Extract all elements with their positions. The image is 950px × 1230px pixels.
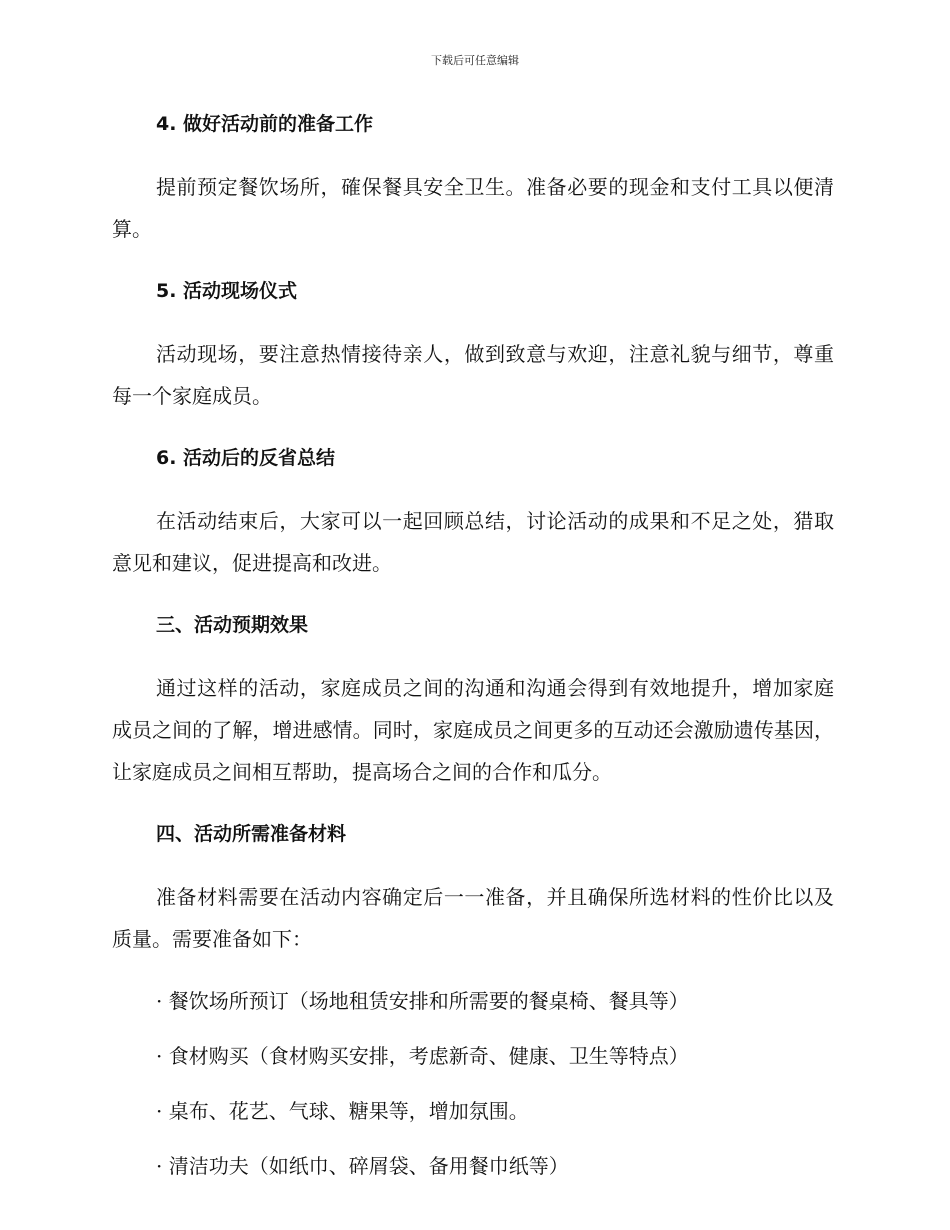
section-heading: 四、活动所需准备材料 (156, 823, 347, 845)
document-body (112, 110, 834, 1180)
section-heading: 4. 做好活动前的准备工作 (156, 113, 374, 135)
list-item: · 清洁功夫（如纸巾、碎屑袋、备用餐巾纸等） (156, 1154, 569, 1178)
list-item: · 桌布、花艺、气球、糖果等，增加氛围。 (156, 1099, 529, 1123)
section-paragraph: 在活动结束后，大家可以一起回顾总结，讨论活动的成果和不足之处，猎取意见和建议，促进提高和改进。 (112, 509, 834, 575)
list-item: · 食材购买（食材购买安排，考虑新奇、健康、卫生等特点） (156, 1044, 689, 1068)
section-heading: 5. 活动现场仪式 (156, 280, 298, 302)
section-paragraph: 通过这样的活动，家庭成员之间的沟通和沟通会得到有效地提升，增加家庭成员之间的了解，增进感情。同时，家庭成员之间更多的互动还会激励遗传基因，让家庭成员之间相互帮助，提高场合之间的合作和瓜分。 (112, 676, 834, 784)
list-item: · 餐饮场所预订（场地租赁安排和所需要的餐桌椅、餐具等） (156, 989, 689, 1013)
section-paragraph: 活动现场，要注意热情接待亲人，做到致意与欢迎，注意礼貌与细节，尊重每一个家庭成员。 (112, 342, 834, 408)
section-paragraph: 准备材料需要在活动内容确定后一一准备，并且确保所选材料的性价比以及质量。需要准备如下： (112, 885, 834, 951)
section-heading: 三、活动预期效果 (156, 614, 309, 636)
section-paragraph: 提前预定餐饮场所，確保餐具安全卫生。准备必要的现金和支付工具以便清算。 (112, 175, 834, 241)
page-header-note: 下载后可任意编辑 (431, 54, 519, 67)
section-heading: 6. 活动后的反省总结 (156, 447, 336, 469)
